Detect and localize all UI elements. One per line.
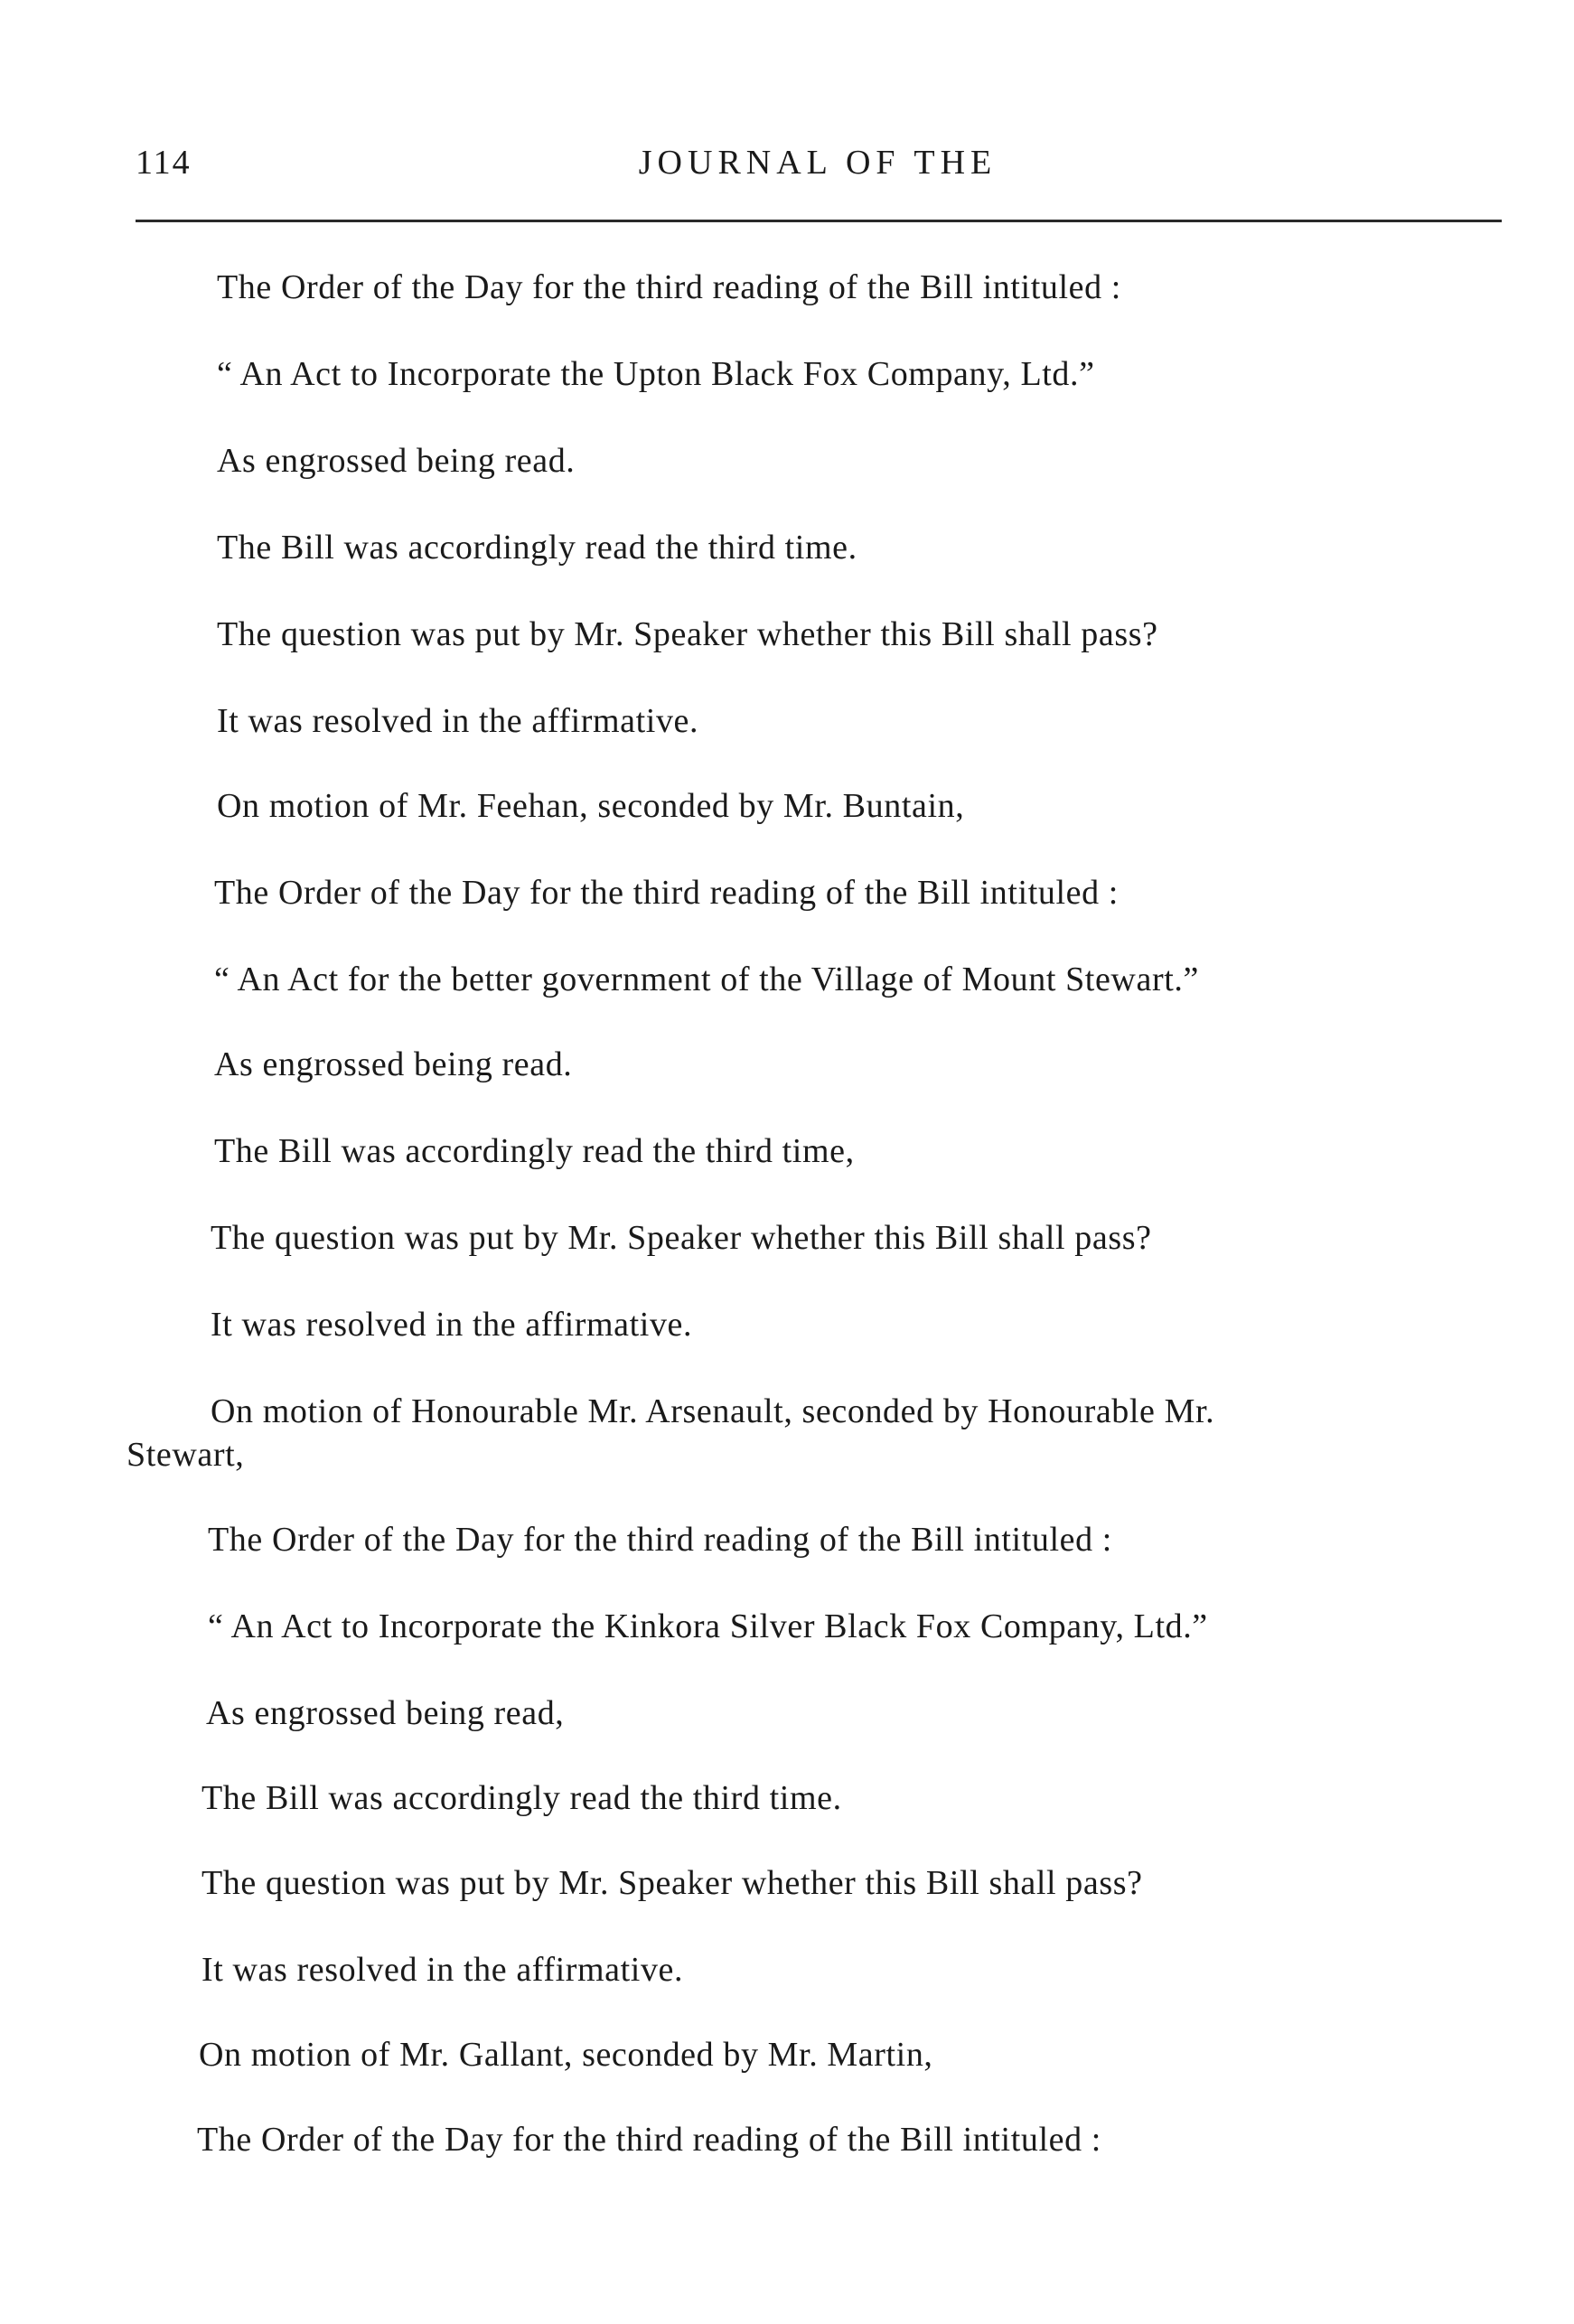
- text-line: The Order of the Day for the third reading of the Bill intituled :: [217, 268, 1121, 306]
- text-line: “ An Act to Incorporate the Kinkora Silver Black Fox Company, Ltd.”: [208, 1607, 1208, 1645]
- page-number: 114: [136, 144, 192, 182]
- text-line: On motion of Mr. Gallant, seconded by Mr. Martin,: [199, 2036, 933, 2074]
- text-line: The Order of the Day for the third reading of the Bill intituled :: [208, 1521, 1112, 1559]
- text-line: “ An Act for the better government of the Village of Mount Stewart.”: [214, 961, 1199, 998]
- text-line: On motion of Honourable Mr. Arsenault, seconded by Honourable Mr.: [211, 1392, 1215, 1430]
- running-head: JOURNAL OF THE: [638, 144, 998, 182]
- text-line: “ An Act to Incorporate the Upton Black Fox Company, Ltd.”: [217, 355, 1095, 393]
- text-line: It was resolved in the affirmative.: [201, 1951, 684, 1989]
- text-line: Stewart,: [126, 1436, 245, 1474]
- text-line: The Order of the Day for the third reading of the Bill intituled :: [214, 874, 1119, 912]
- text-line: As engrossed being read.: [214, 1045, 573, 1083]
- text-line: On motion of Mr. Feehan, seconded by Mr. Buntain,: [217, 787, 965, 825]
- text-line: It was resolved in the affirmative.: [211, 1306, 693, 1344]
- text-line: The question was put by Mr. Speaker whether this Bill shall pass?: [201, 1864, 1143, 1902]
- text-line: It was resolved in the affirmative.: [217, 702, 699, 740]
- text-line: The Order of the Day for the third reading of the Bill intituled :: [197, 2121, 1101, 2159]
- page-header: [136, 143, 1500, 197]
- text-line: The question was put by Mr. Speaker whether this Bill shall pass?: [217, 615, 1158, 653]
- text-line: As engrossed being read.: [217, 442, 576, 480]
- text-line: The Bill was accordingly read the third time,: [214, 1132, 855, 1170]
- text-line: The question was put by Mr. Speaker whether this Bill shall pass?: [211, 1219, 1152, 1257]
- text-line: The Bill was accordingly read the third time.: [217, 529, 857, 567]
- text-line: The Bill was accordingly read the third time.: [201, 1779, 842, 1817]
- header-rule: [136, 220, 1502, 222]
- text-line: As engrossed being read,: [206, 1694, 565, 1732]
